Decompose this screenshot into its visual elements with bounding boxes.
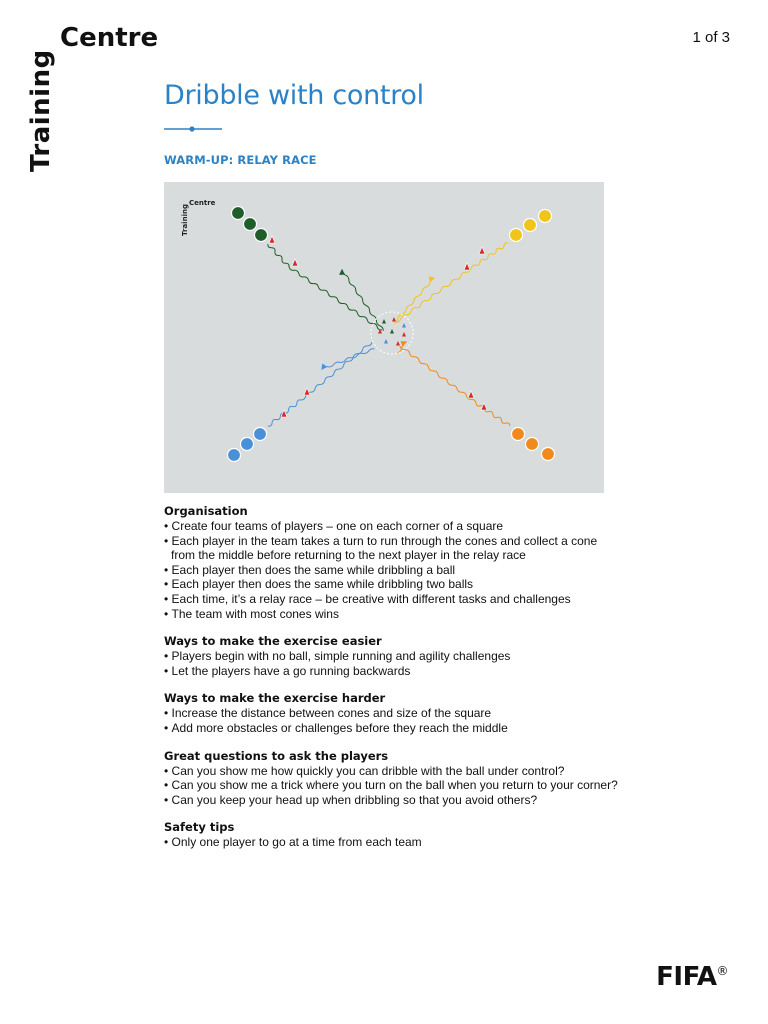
center-cone xyxy=(382,319,386,324)
player-dot xyxy=(526,438,539,451)
section-heading: Organisation xyxy=(164,504,248,518)
bullet-item: • Let the players have a go running backwards xyxy=(164,664,624,679)
bullet-item: • Create four teams of players – one on each corner of a square xyxy=(164,519,624,534)
center-cone xyxy=(396,341,400,346)
section-heading: Ways to make the exercise easier xyxy=(164,634,382,649)
section-label: WARM-UP: RELAY RACE xyxy=(164,153,317,167)
section-safety xyxy=(164,819,624,850)
player-dot xyxy=(542,448,555,461)
bullet-item: • Each player then does the same while dribbling a ball xyxy=(164,563,624,578)
section-easier xyxy=(164,633,624,678)
center-cone xyxy=(402,332,406,337)
dribble-path-start xyxy=(268,244,289,267)
player-dot xyxy=(510,229,523,242)
bullet-item: • Each time, it’s a relay race – be creative with different tasks and challenges xyxy=(164,592,624,607)
section-heading: Ways to make the exercise harder xyxy=(164,691,386,706)
center-cone xyxy=(392,317,396,322)
cone-marker xyxy=(464,263,470,270)
dribble-path-start xyxy=(476,403,510,426)
player-dot xyxy=(241,438,254,451)
bullet-item: • Can you show me a trick where you turn on the ball when you return to your corner? xyxy=(164,778,624,793)
center-cone xyxy=(402,323,406,328)
diagram-logo-training: Training xyxy=(181,204,189,236)
cone-marker xyxy=(304,388,310,395)
bullet-list xyxy=(164,764,624,808)
drill-diagram-svg xyxy=(164,182,604,493)
dribble-path-to-middle xyxy=(289,267,382,330)
bullet-item: • The team with most cones wins xyxy=(164,607,624,622)
player-dot xyxy=(255,229,268,242)
diagram-logo-centre: Centre xyxy=(189,199,216,207)
center-cone xyxy=(390,329,394,334)
cone-marker xyxy=(479,247,485,254)
bullet-item: • Increase the distance between cones and size of the square xyxy=(164,706,624,721)
fifa-wordmark: FIFA xyxy=(656,962,717,992)
cone-marker xyxy=(468,391,474,398)
player-dot xyxy=(539,210,552,223)
bullet-item: • Each player in the team takes a turn to run through the cones and collect a cone from the middle before returning to the next player in the relay race xyxy=(164,534,624,563)
page-indicator: 1 of 3 xyxy=(692,29,730,46)
player-dot xyxy=(228,449,241,462)
bullet-item: • Add more obstacles or challenges before they reach the middle xyxy=(164,721,624,736)
fifa-logo xyxy=(656,962,728,992)
bullet-list xyxy=(164,519,624,621)
bullet-item: • Only one player to go at a time from each team xyxy=(164,835,624,850)
cone-marker xyxy=(292,259,298,266)
logo-centre-word: Centre xyxy=(60,23,159,53)
return-arrow-path xyxy=(342,270,383,331)
player-dot xyxy=(512,428,525,441)
bullet-item: • Players begin with no ball, simple running and agility challenges xyxy=(164,649,624,664)
player-dot xyxy=(232,207,245,220)
dribble-path-to-middle xyxy=(301,342,372,400)
player-dot xyxy=(254,428,267,441)
center-cone xyxy=(384,339,388,344)
section-heading: Safety tips xyxy=(164,820,235,835)
dribble-path-to-middle xyxy=(396,265,476,322)
logo-training-word: Training xyxy=(26,49,56,172)
section-questions xyxy=(164,748,624,808)
bullet-list xyxy=(164,835,624,850)
page-title: Dribble with control xyxy=(164,80,424,111)
title-underline-decoration xyxy=(164,124,224,134)
section-heading: Great questions to ask the players xyxy=(164,748,389,763)
drill-diagram xyxy=(164,182,604,493)
section-organisation xyxy=(164,503,624,621)
bullet-list xyxy=(164,706,624,735)
registered-mark: ® xyxy=(716,964,728,978)
dribble-path-to-middle xyxy=(400,346,476,403)
cone-marker xyxy=(481,403,487,410)
drill-content xyxy=(164,503,624,862)
cone-marker xyxy=(269,236,275,243)
return-arrow-path xyxy=(322,349,374,369)
bullet-item: • Each player then does the same while dribbling two balls xyxy=(164,577,624,592)
bullet-list xyxy=(164,649,624,678)
bullet-item: • Can you keep your head up when dribbling so that you avoid others? xyxy=(164,793,624,808)
bullet-item: • Can you show me how quickly you can dribble with the ball under control? xyxy=(164,764,624,779)
player-dot xyxy=(244,218,257,231)
section-harder xyxy=(164,690,624,735)
player-dot xyxy=(524,219,537,232)
